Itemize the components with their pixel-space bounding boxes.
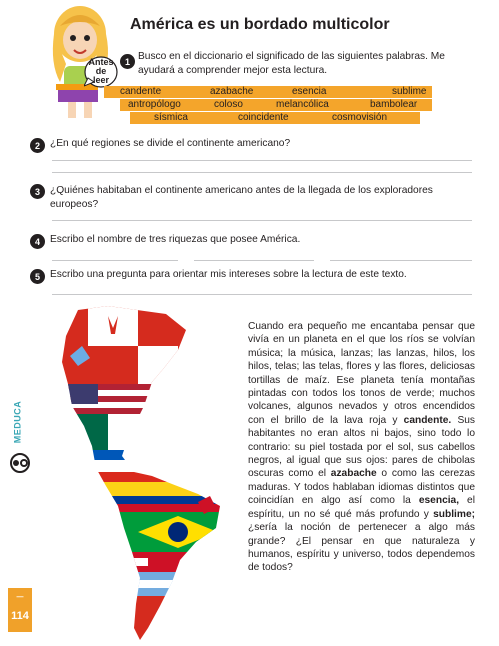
keyword-candente: candente.	[403, 414, 452, 426]
question-3-number: 3	[30, 184, 45, 199]
page-title: América es un bordado multicolor	[130, 16, 390, 33]
brand-logo-icon	[8, 452, 32, 474]
page-sidebar	[0, 0, 36, 646]
vocab-word: candente	[120, 86, 162, 97]
vocab-row-1	[104, 86, 432, 98]
vocab-row-2	[120, 99, 432, 111]
question-4-text: Escribo el nombre de tres riquezas que posee América.	[50, 234, 301, 245]
question-2-number: 2	[30, 138, 45, 153]
answer-line[interactable]	[330, 260, 472, 261]
question-1-number: 1	[120, 54, 135, 69]
answer-line[interactable]	[194, 260, 314, 261]
vocab-word: esencia	[292, 86, 327, 97]
answer-line[interactable]	[52, 220, 472, 221]
question-5-number: 5	[30, 269, 45, 284]
vocab-word: sísmica	[154, 112, 188, 123]
reading-text: Cuando era pequeño me encantaba pensar que vivía en un planeta en el que los ríos se volvían música; la música, lanzas; las lanzas, hilos, los hilos, telas; las telas, flores y las flores, deliciosas tortillas de maíz. Ese planeta tenía montañas pintadas con todos los tonos de verde; muchos volcanes, algunos nevados y otros encendidos con el brillo de la lava roja y candente. Sus habitantes no eran altos ni bajos, sino todo lo contrario: su piel tostada por el sol, sus cabellos negros, al igual que sus ojos: pares de chibolas oscuras como el azabache o como las cerezas maduras. Y todos hablaban idiomas distintos que coincidían en algo así como la esencia, el espíritu, un no sé qué más profundo y sublime; ¿sería la noción de pertenecer a algo más grande? ¿El pensar en que naturaleza y humanos, espíritu y universo, todos dependemos de todos?	[248, 321, 475, 574]
americas-flag-map	[48, 306, 248, 642]
keyword-esencia: esencia,	[418, 495, 460, 507]
vocab-word: cosmovisión	[332, 112, 388, 123]
question-2-text: ¿En qué regiones se divide el continente americano?	[50, 138, 291, 149]
vocab-word: coincidente	[238, 112, 289, 123]
answer-line[interactable]	[52, 172, 472, 173]
speech-bubble-text: Antes de leer	[88, 57, 114, 85]
answer-line[interactable]	[52, 260, 178, 261]
question-3-text: ¿Quiénes habitaban el continente americano antes de la llegada de los exploradores europeos?	[50, 185, 433, 210]
answer-line[interactable]	[52, 160, 472, 161]
vocab-word: bambolear	[370, 99, 418, 110]
page-mark: —	[16, 594, 24, 601]
vocab-word: azabache	[210, 86, 254, 97]
question-5-text: Escribo una pregunta para orientar mis intereses sobre la lectura de este texto.	[50, 269, 407, 280]
vocab-word: coloso	[214, 99, 243, 110]
page-number: 114	[11, 610, 29, 622]
question-1-text: Busco en el diccionario el significado de las siguientes palabras. Me ayudará a comprender mejor esta lectura.	[138, 51, 445, 76]
keyword-azabache: azabache	[330, 468, 377, 480]
vocab-word: antropólogo	[128, 99, 181, 110]
brand-vertical-text: MEDUCA	[12, 400, 22, 444]
question-4-number: 4	[30, 234, 45, 249]
vocab-row-3	[130, 112, 420, 124]
vocab-word: sublime	[392, 86, 427, 97]
keyword-sublime: sublime;	[433, 508, 475, 520]
page-number-tab	[8, 588, 32, 632]
answer-line[interactable]	[52, 294, 472, 295]
vocab-word: melancólica	[276, 99, 329, 110]
